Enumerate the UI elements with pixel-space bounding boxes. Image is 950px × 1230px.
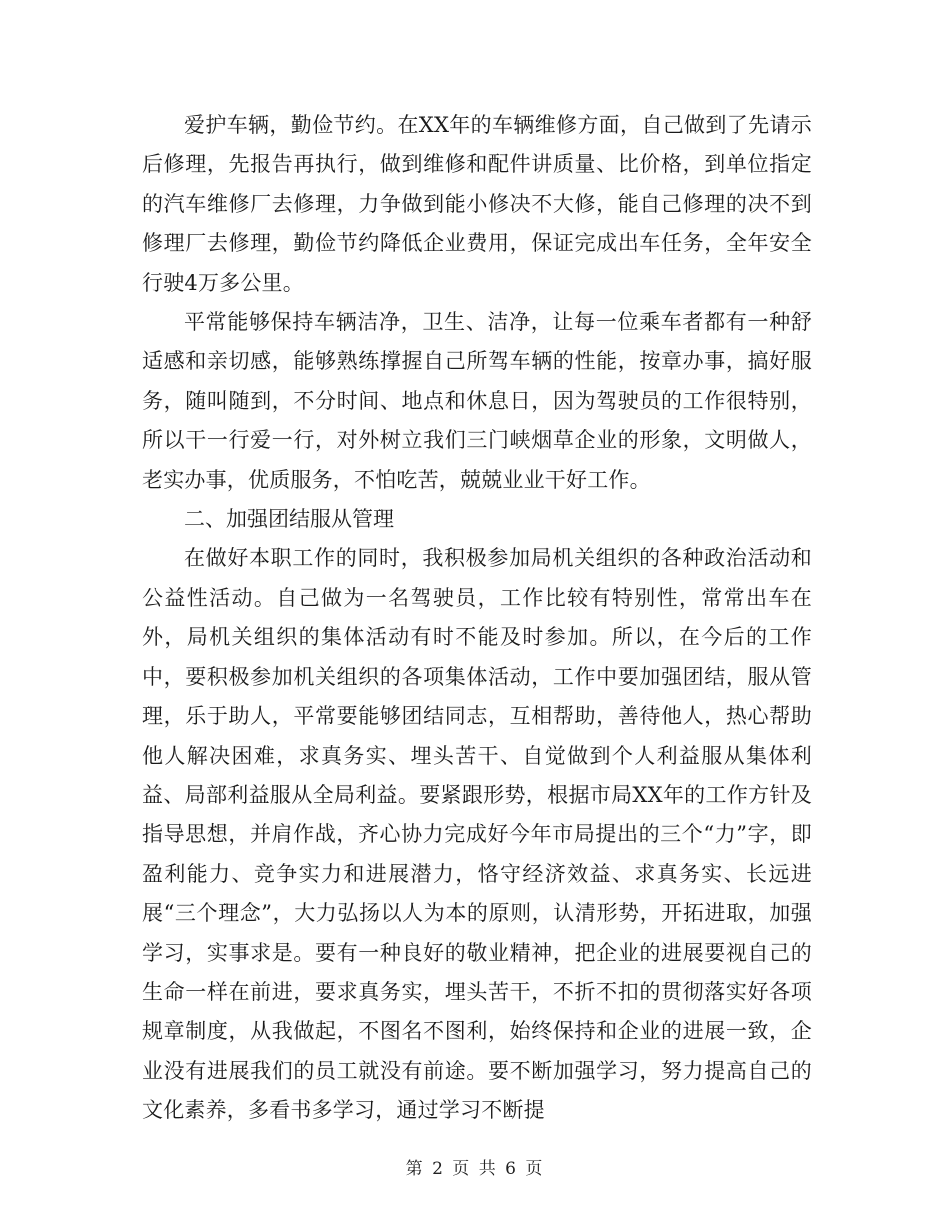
document-body bbox=[142, 106, 812, 1131]
paragraph-vehicle-cleanliness: 平常能够保持车辆洁净，卫生、洁净，让每一位乘车者都有一种舒适感和亲切感，能够熟练撑握自己所驾车辆的性能，按章办事，搞好服务，随叫随到，不分时间、地点和休息日，因为驾驶员的工作很特别，所以干一行爱一行，对外树立我们三门峡烟草企业的形象，文明做人，老实办事，优质服务，不怕吃苦，兢兢业业干好工作。 bbox=[142, 310, 812, 492]
section-heading: 二、加强团结服从管理 bbox=[184, 507, 394, 532]
paragraph-teamwork: 在做好本职工作的同时，我积极参加局机关组织的各种政治活动和公益性活动。自己做为一名驾驶员，工作比较有特别性，常常出车在外，局机关组织的集体活动有时不能及时参加。所以，在今后的工作中，要积极参加机关组织的各项集体活动，工作中要加强团结，服从管理，乐于助人，平常要能够团结同志，互相帮助，善待他人，热心帮助他人解决困难，求真务实、埋头苦干、自觉做到个人利益服从集体利益、局部利益服从全局利益。要紧跟形势，根据市局XX年的工作方针及指导思想，并肩作战，齐心协力完成好今年市局提出的三个“力”字，即盈利能力、竞争实力和进展潜力，恪守经济效益、求真务实、长远进展“三个理念”，大力弘扬以人为本的原则，认清形势，开拓进取，加强学习，实事求是。要有一种良好的敬业精神，把企业的进展要视自己的生命一样在前进，要求真务实，埋头苦干，不折不扣的贯彻落实好各项规章制度，从我做起，不图名不图利，始终保持和企业的进展一致，企业没有进展我们的员工就没有前途。要不断加强学习，努力提高自己的文化素养，多看书多学习，通过学习不断提 bbox=[142, 546, 812, 1123]
paragraph-vehicle-care: 爱护车辆，勤俭节约。在XX年的车辆维修方面，自己做到了先请示后修理，先报告再执行，做到维修和配件讲质量、比价格，到单位指定的汽车维修厂去修理，力争做到能小修决不大修，能自己修理的决不到修理厂去修理，勤俭节约降低企业费用，保证完成出车任务，全年安全行驶4万多公里。 bbox=[142, 113, 812, 295]
page-number-footer: 第 2 页 共 6 页 bbox=[405, 1159, 545, 1179]
